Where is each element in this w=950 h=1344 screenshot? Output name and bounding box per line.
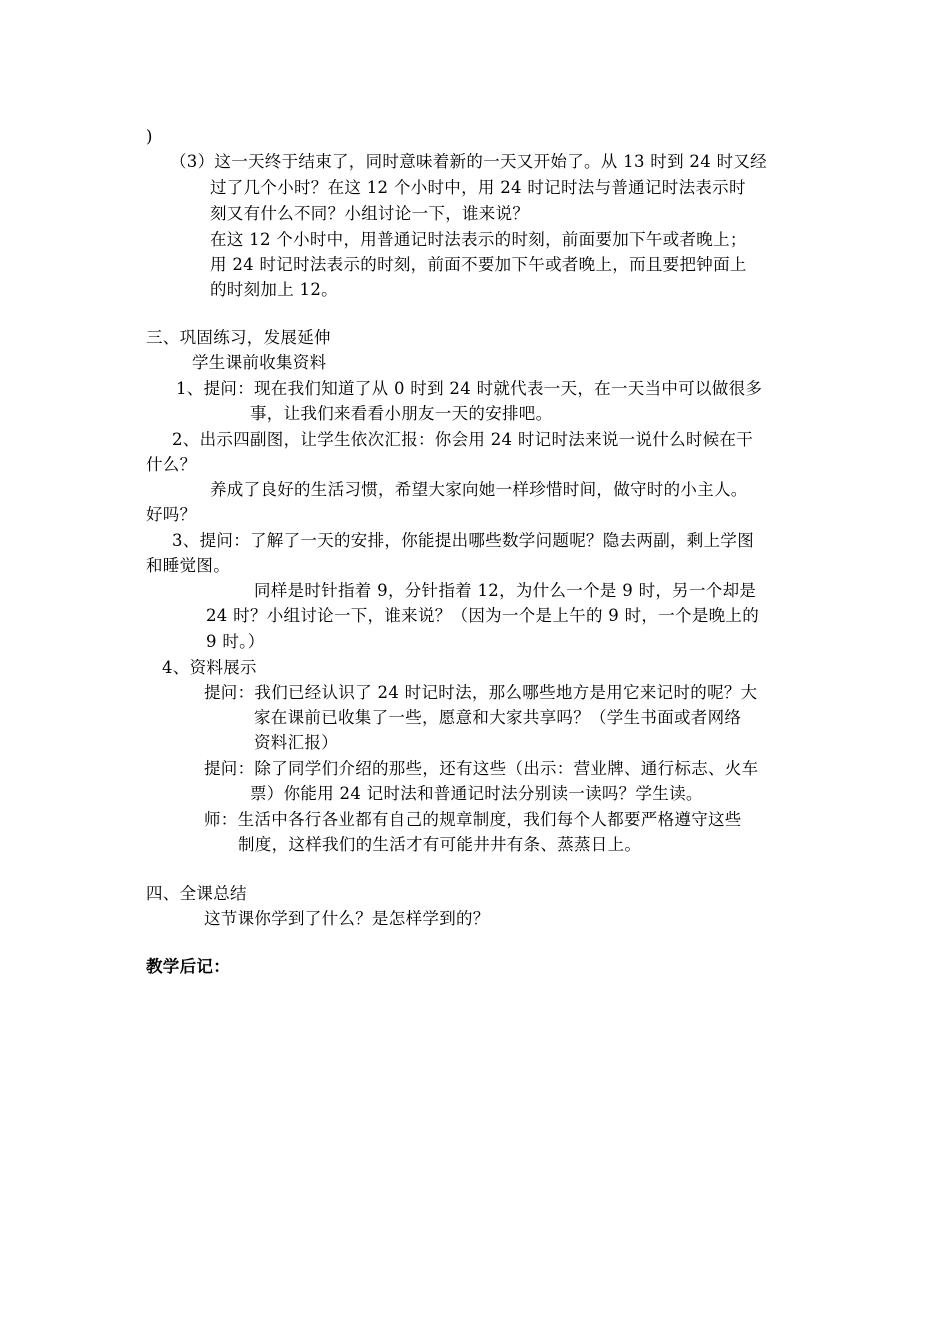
text-line: 学生课前收集资料 — [192, 353, 327, 372]
text-line: 在这 12 个小时中，用普通记时法表示的时刻，前面要加下午或者晚上； — [210, 230, 747, 249]
text-line: 用 24 时记时法表示的时刻，前面不要加下午或者晚上，而且要把钟面上 — [210, 255, 747, 274]
text-line: 同样是时针指着 9，分针指着 12，为什么一个是 9 时，另一个却是 — [254, 581, 757, 600]
text-line: 2、出示四副图，让学生依次汇报：你会用 24 时记时法来说一说什么时候在干 — [172, 430, 754, 449]
text-line: 1、提问：现在我们知道了从 0 时到 24 时就代表一天，在一天当中可以做很多 — [176, 379, 763, 398]
text-line: 师：生活中各行各业都有自己的规章制度，我们每个人都要严格遵守这些 — [204, 810, 742, 829]
text-line: 提问：我们已经认识了 24 时记时法，那么哪些地方是用它来记时的呢？大 — [204, 683, 758, 702]
text-line: 4、资料展示 — [162, 658, 257, 677]
text-line: 24 时？小组讨论一下，谁来说？（因为一个是上午的 9 时，一个是晚上的 — [206, 606, 760, 625]
text-line: 什么？ — [146, 455, 197, 474]
text-line: 刻又有什么不同？小组讨论一下，谁来说？ — [210, 204, 530, 223]
text-line: 资料汇报） — [254, 733, 338, 752]
text-line: 3、提问：了解了一天的安排，你能提出哪些数学问题呢？隐去两副，剩上学图 — [172, 531, 754, 550]
text-line: 的时刻加上 12。 — [210, 280, 338, 299]
text-line: 制度，这样我们的生活才有可能井井有条、蒸蒸日上。 — [238, 835, 642, 854]
text-line: 好吗？ — [146, 505, 197, 524]
text-line: 家在课前已收集了一些，愿意和大家共享吗？（学生书面或者网络 — [254, 708, 742, 727]
section-heading: 四、全课总结 — [146, 884, 247, 903]
text-line: 票）你能用 24 记时法和普通记时法分别读一读吗？学生读。 — [250, 784, 703, 803]
text-line: 9 时。） — [206, 632, 265, 651]
text-line: 事，让我们来看看小朋友一天的安排吧。 — [250, 404, 553, 423]
text-line: 和睡觉图。 — [146, 556, 230, 575]
text-line: 这节课你学到了什么？是怎样学到的？ — [204, 909, 490, 928]
text-line: ) — [146, 127, 153, 146]
section-heading: 三、巩固练习，发展延伸 — [146, 328, 331, 347]
text-line: （3）这一天终于结束了，同时意味着新的一天又开始了。从 13 时到 24 时又经 — [170, 152, 767, 171]
postscript-heading: 教学后记： — [146, 957, 230, 976]
text-line: 过了几个小时？在这 12 个小时中，用 24 时记时法与普通记时法表示时 — [210, 178, 746, 197]
text-line: 养成了良好的生活习惯，希望大家向她一样珍惜时间，做守时的小主人。 — [210, 480, 748, 499]
text-line: 提问：除了同学们介绍的那些，还有这些（出示：营业牌、通行标志、火车 — [204, 759, 759, 778]
